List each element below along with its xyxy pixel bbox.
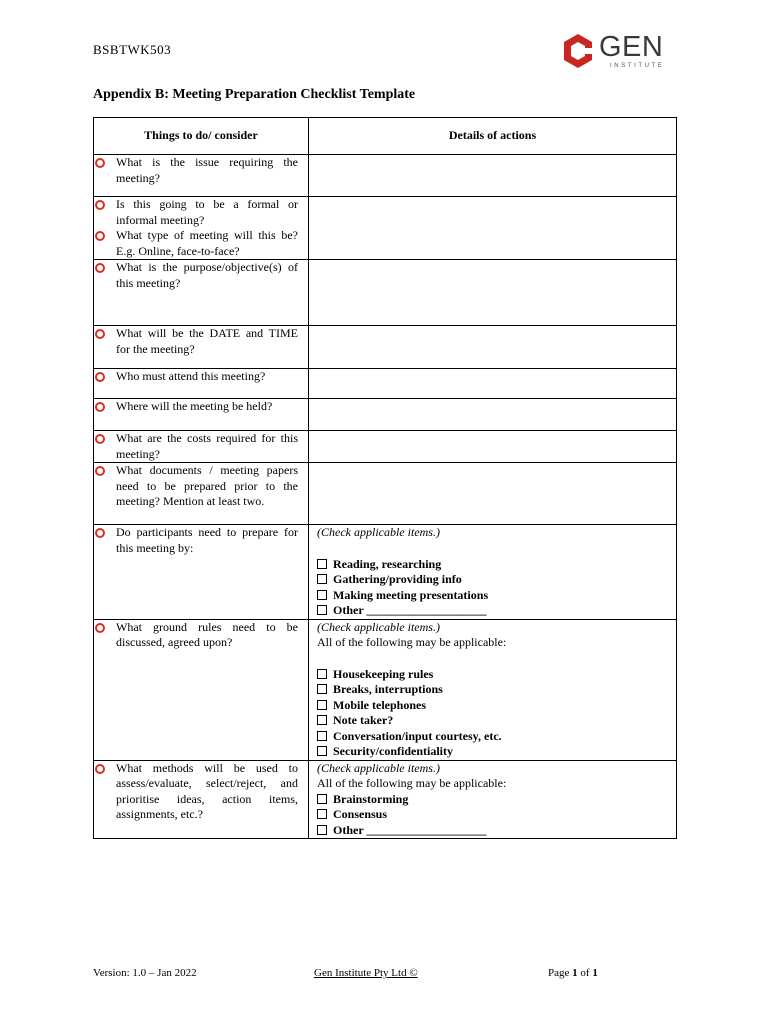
logo-wordmark: GEN [599, 31, 664, 63]
details-cell[interactable] [309, 369, 677, 399]
circle-bullet-icon [95, 329, 105, 339]
table-row [94, 399, 677, 431]
checklist-table [93, 117, 677, 839]
logo-subtitle: INSTITUTE [610, 63, 665, 69]
circle-bullet-icon [95, 263, 105, 273]
applicable-note: All of the following may be applicable: [317, 776, 507, 790]
checkbox-option[interactable]: Other ____________________ [317, 603, 670, 619]
checkbox-option[interactable]: Other ____________________ [317, 823, 670, 839]
check-hint: (Check applicable items.) [317, 525, 440, 539]
checkbox-option[interactable]: Mobile telephones [317, 698, 670, 714]
table-row [94, 326, 677, 369]
question-item: Where will the meeting be held? [94, 399, 308, 415]
checkbox-icon[interactable] [317, 794, 327, 804]
details-cell[interactable] [309, 431, 677, 463]
question-item: What is the issue requiring the meeting? [94, 155, 308, 186]
circle-bullet-icon [95, 231, 105, 241]
circle-bullet-icon [95, 158, 105, 168]
checkbox-option[interactable]: Security/confidentiality [317, 744, 670, 760]
question-item: Is this going to be a formal or informal meeting? [94, 197, 308, 228]
question-item: What are the costs required for this meeting? [94, 431, 308, 462]
details-cell[interactable] [309, 197, 677, 260]
circle-bullet-icon [95, 623, 105, 633]
question-item: Who must attend this meeting? [94, 369, 308, 385]
checkbox-option[interactable]: Reading, researching [317, 557, 670, 573]
details-cell[interactable] [309, 463, 677, 525]
table-row [94, 369, 677, 399]
checkbox-icon[interactable] [317, 700, 327, 710]
question-item: What type of meeting will this be? E.g. Online, face-to-face? [94, 228, 308, 259]
check-hint: (Check applicable items.) [317, 760, 440, 775]
footer-version: Version: 1.0 – Jan 2022 [93, 967, 197, 979]
circle-bullet-icon [95, 434, 105, 444]
checkbox-icon[interactable] [317, 574, 327, 584]
details-cell[interactable] [309, 399, 677, 431]
checkbox-option[interactable]: Gathering/providing info [317, 572, 670, 588]
checkbox-icon[interactable] [317, 669, 327, 679]
circle-bullet-icon [95, 466, 105, 476]
checkbox-icon[interactable] [317, 731, 327, 741]
details-cell[interactable] [309, 155, 677, 197]
table-row [94, 760, 677, 839]
checkbox-icon[interactable] [317, 746, 327, 756]
checkbox-option[interactable]: Note taker? [317, 713, 670, 729]
question-item: What is the purpose/objective(s) of this meeting? [94, 260, 308, 291]
checkbox-icon[interactable] [317, 559, 327, 569]
checkbox-option[interactable]: Conversation/input courtesy, etc. [317, 729, 670, 745]
checkbox-icon[interactable] [317, 590, 327, 600]
checkbox-icon[interactable] [317, 605, 327, 615]
checkbox-icon[interactable] [317, 684, 327, 694]
circle-bullet-icon [95, 764, 105, 774]
page-title: Appendix B: Meeting Preparation Checklist Template [93, 87, 416, 102]
applicable-note: All of the following may be applicable: [317, 635, 507, 649]
checkbox-option[interactable]: Making meeting presentations [317, 588, 670, 604]
document-code: BSBTWK503 [93, 42, 172, 57]
hexagon-logo-icon [561, 32, 595, 70]
table-row [94, 525, 677, 620]
checkbox-option[interactable]: Housekeeping rules [317, 667, 670, 683]
circle-bullet-icon [95, 200, 105, 210]
circle-bullet-icon [95, 528, 105, 538]
table-row [94, 155, 677, 197]
question-item: What methods will be used to assess/evaluate, select/reject, and prioritise ideas, action items, assignments, etc.? [94, 761, 308, 823]
table-header-row [94, 118, 677, 155]
footer-company: Gen Institute Pty Ltd © [314, 967, 418, 979]
checkbox-option[interactable]: Consensus [317, 807, 670, 823]
check-hint: (Check applicable items.) [317, 619, 440, 634]
table-row [94, 463, 677, 525]
gen-institute-logo [561, 30, 681, 74]
circle-bullet-icon [95, 402, 105, 412]
checkbox-option[interactable]: Brainstorming [317, 792, 670, 808]
footer-page-number: Page 1 of 1 [548, 967, 598, 979]
table-row [94, 197, 677, 260]
question-item: What documents / meeting papers need to be prepared prior to the meeting? Mention at least two. [94, 463, 308, 510]
question-item: What will be the DATE and TIME for the meeting? [94, 326, 308, 357]
question-item: Do participants need to prepare for this meeting by: [94, 525, 308, 556]
table-row [94, 431, 677, 463]
checkbox-icon[interactable] [317, 715, 327, 725]
column-header-things: Things to do/ consider [94, 118, 309, 155]
checkbox-icon[interactable] [317, 825, 327, 835]
circle-bullet-icon [95, 372, 105, 382]
details-cell[interactable] [309, 326, 677, 369]
checkbox-option[interactable]: Breaks, interruptions [317, 682, 670, 698]
details-cell[interactable] [309, 260, 677, 326]
question-item: What ground rules need to be discussed, agreed upon? [94, 620, 308, 651]
column-header-details: Details of actions [309, 118, 677, 155]
table-row [94, 619, 677, 760]
table-row [94, 260, 677, 326]
checkbox-icon[interactable] [317, 809, 327, 819]
